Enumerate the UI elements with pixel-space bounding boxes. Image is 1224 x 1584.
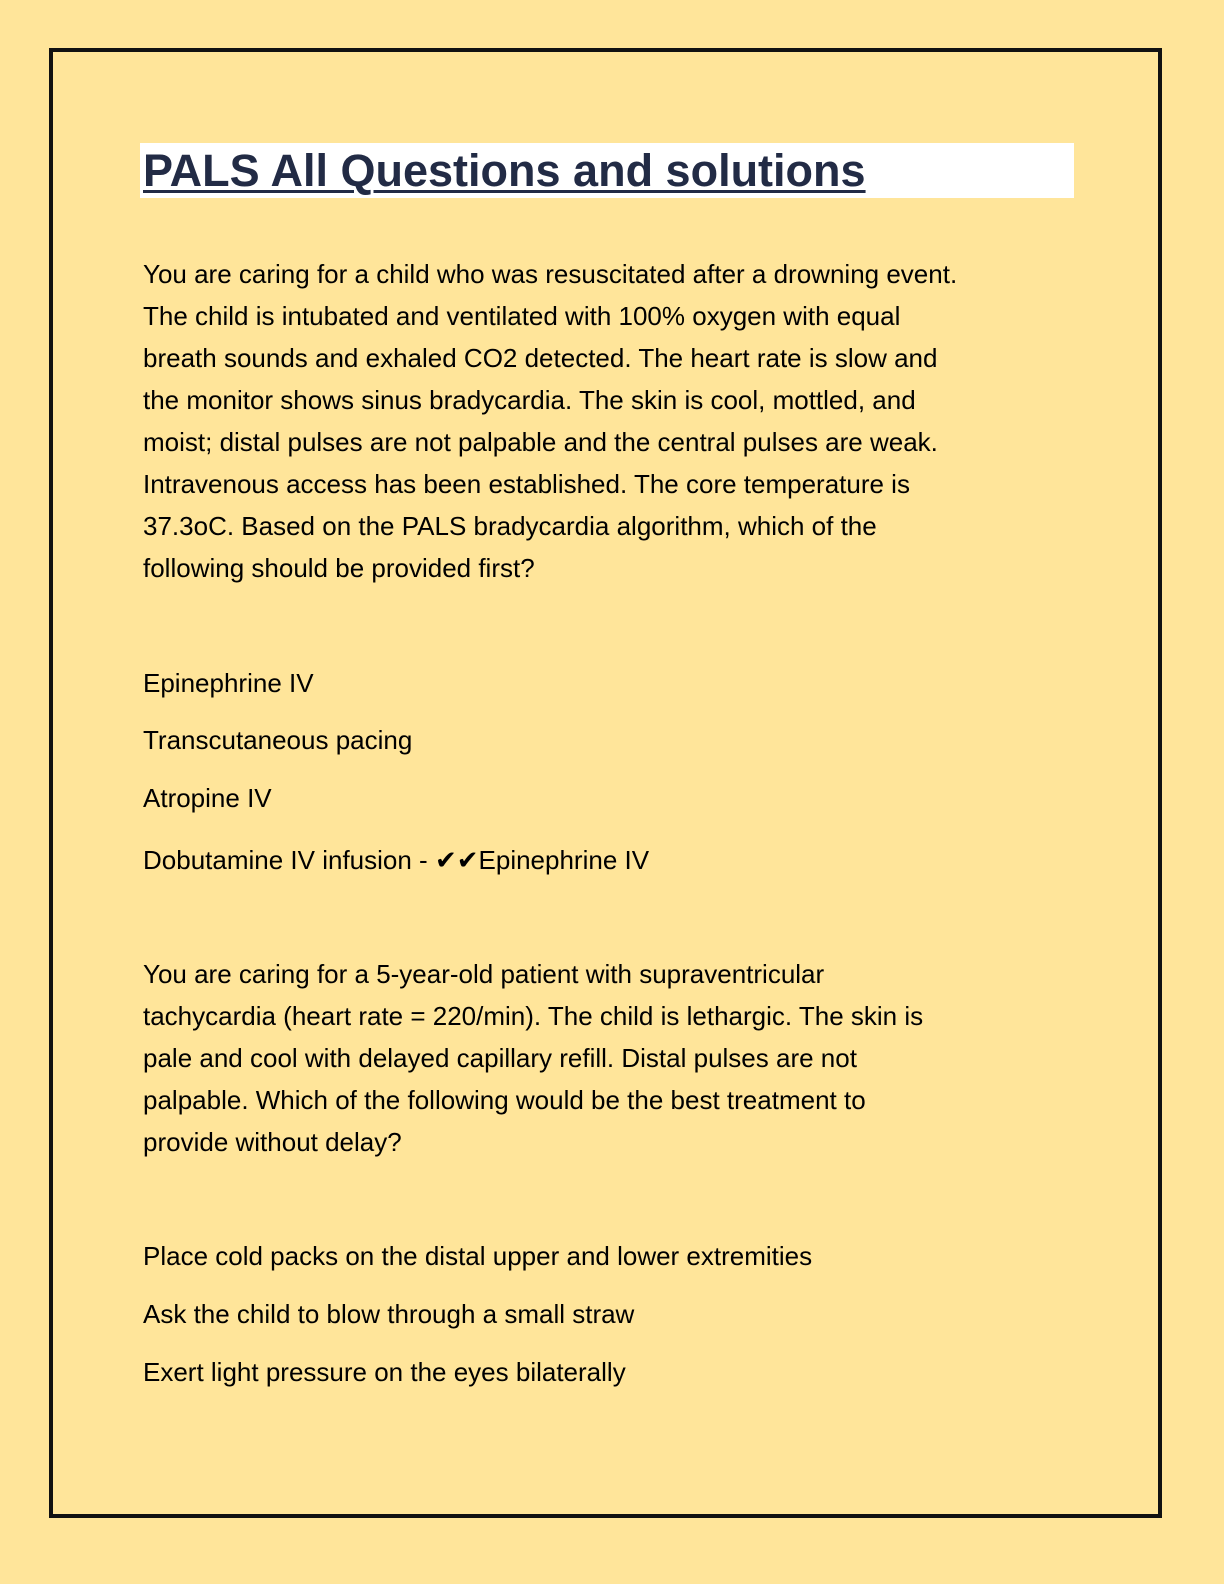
question-1-answer: Epinephrine IV	[478, 845, 650, 875]
question-1-option-d	[143, 843, 649, 878]
question-2-option-c: Exert light pressure on the eyes bilaterally	[143, 1357, 626, 1387]
question-2-line: palpable. Which of the following would be the best treatment to	[143, 1085, 866, 1115]
question-2-option-b: Ask the child to blow through a small straw	[143, 1299, 635, 1329]
question-1-line: Intravenous access has been established. The core temperature is	[143, 469, 910, 499]
question-1-line: moist; distal pulses are not palpable and the central pulses are weak.	[143, 427, 938, 457]
question-2-line: You are caring for a 5-year-old patient with supraventricular	[143, 959, 825, 989]
question-1-line: following should be provided first?	[143, 553, 535, 583]
question-1-line: You are caring for a child who was resuscitated after a drowning event.	[143, 259, 958, 289]
question-1-option-d-label: Dobutamine IV infusion -	[143, 845, 435, 875]
question-1-line: 37.3oC. Based on the PALS bradycardia algorithm, which of the	[143, 511, 877, 541]
question-1-line: the monitor shows sinus bradycardia. The skin is cool, mottled, and	[143, 385, 916, 415]
question-2-line: provide without delay?	[143, 1127, 402, 1157]
question-1-option-a: Epinephrine IV	[143, 668, 314, 698]
question-2-text	[143, 953, 1083, 1163]
page-title: PALS All Questions and solutions	[143, 145, 866, 196]
question-1-line: The child is intubated and ventilated with 100% oxygen with equal	[143, 301, 901, 331]
double-check-icon: ✔✔	[434, 846, 479, 876]
question-2-line: tachycardia (heart rate = 220/min). The child is lethargic. The skin is	[143, 1001, 924, 1031]
question-1-option-b: Transcutaneous pacing	[143, 725, 413, 755]
question-2-line: pale and cool with delayed capillary refill. Distal pulses are not	[143, 1043, 857, 1073]
question-1-line: breath sounds and exhaled CO2 detected. The heart rate is slow and	[143, 343, 938, 373]
question-1-option-c: Atropine IV	[143, 783, 272, 813]
question-2-option-a: Place cold packs on the distal upper and lower extremities	[143, 1241, 813, 1271]
title-highlight	[140, 143, 1074, 198]
question-1-text	[143, 253, 1083, 589]
